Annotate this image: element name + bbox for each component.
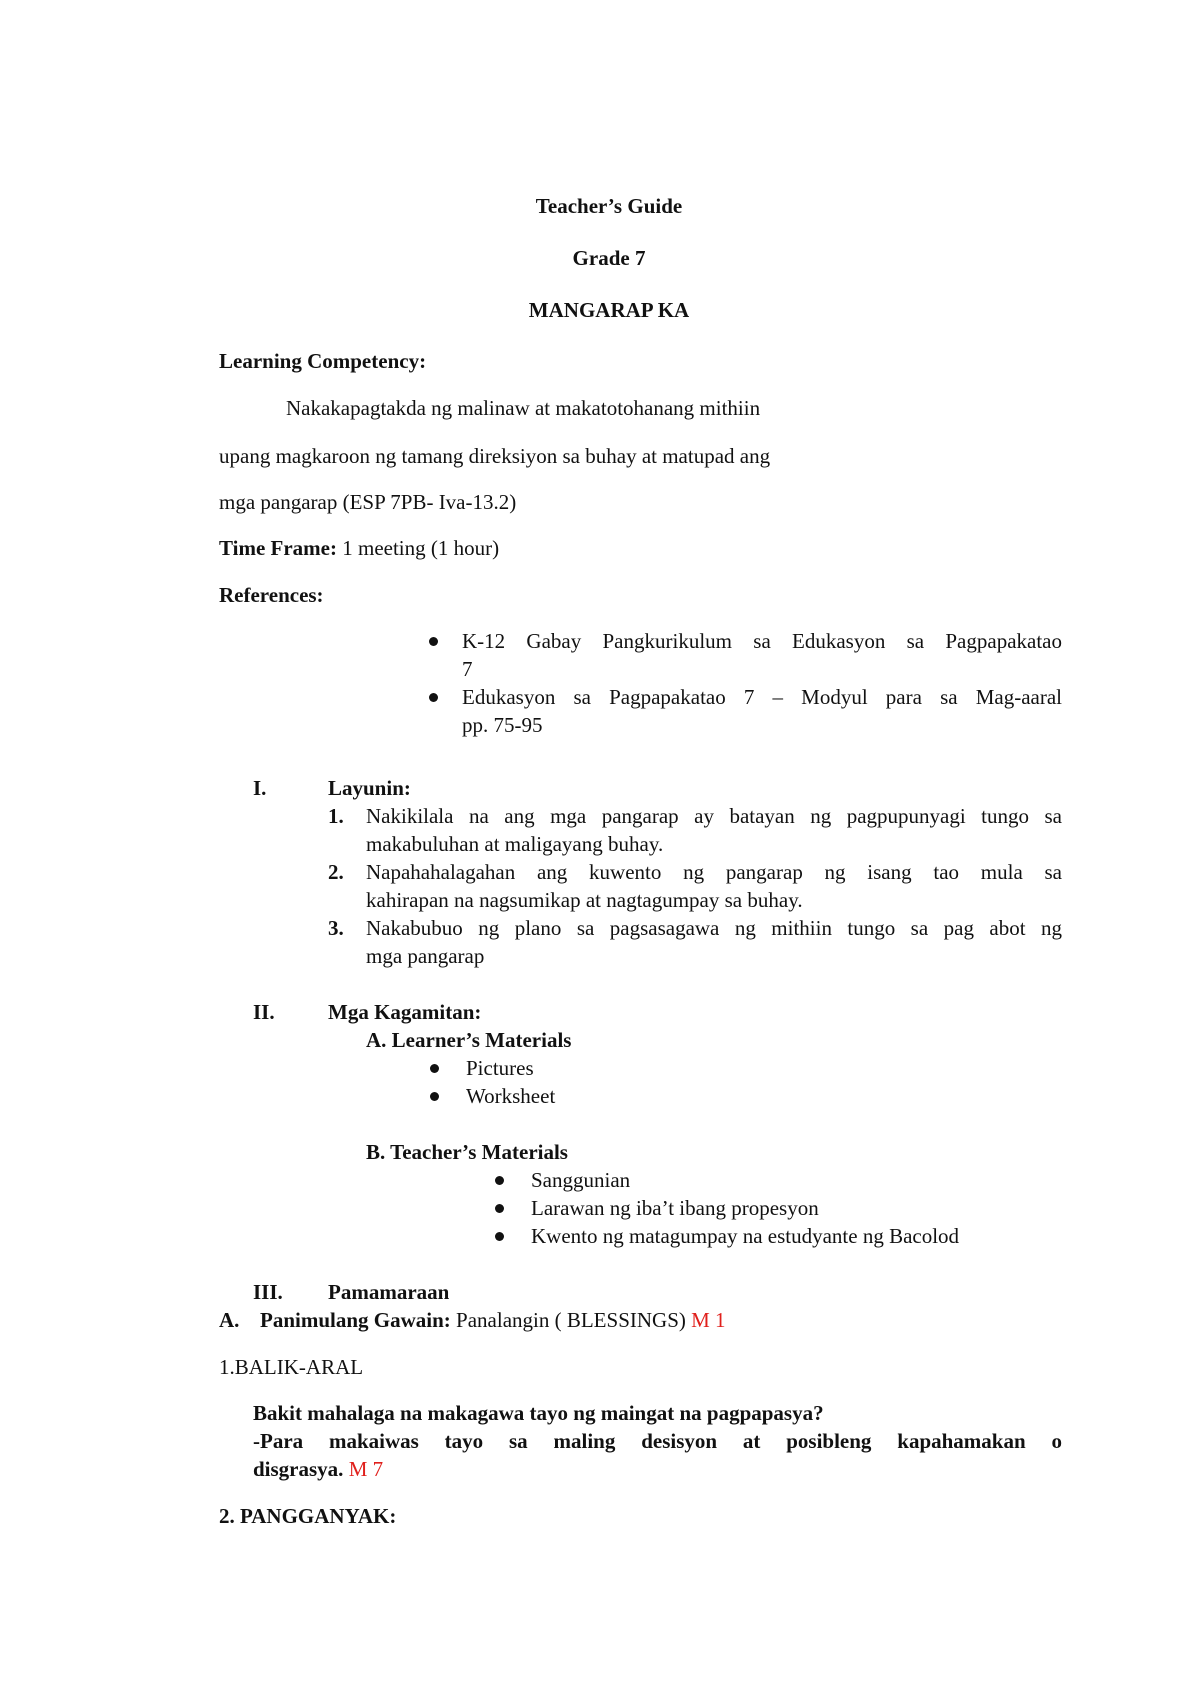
bullet-icon [429,693,438,702]
competency-line-3: mga pangarap (ESP 7PB- Iva-13.2) [219,490,517,514]
objective-2-line-1: Napahahalagahan ang kuwento ng pangarap ng isang tao mula sa [366,860,1062,884]
objective-number: 2. [328,860,344,884]
teacher-material-item: Larawan ng iba’t ibang propesyon [531,1196,819,1220]
learner-materials-heading: A. Learner’s Materials [366,1028,572,1052]
mark-m1: M 1 [691,1308,726,1332]
lesson-title: MANGARAP KA [528,298,690,322]
learner-material-item: Worksheet [466,1084,556,1108]
bullet-icon [495,1232,504,1241]
teacher-material-item: Kwento ng matagumpay na estudyante ng Bacolod [531,1224,960,1248]
bullet-icon [430,1064,439,1073]
section-2-numeral: II. [253,1000,275,1024]
review-answer-line-2 [253,1459,383,1480]
section-3-numeral: III. [253,1280,283,1304]
objective-3-line-2: mga pangarap [366,944,485,968]
objective-number: 1. [328,804,344,828]
section-2-heading: Mga Kagamitan: [328,1000,482,1024]
document-title: Teacher’s Guide [535,194,683,218]
review-answer-text: disgrasya. [253,1457,344,1481]
reference-item-2-line-2: pp. 75-95 [462,713,543,737]
bullet-icon [429,637,438,646]
review-question: Bakit mahalaga na makagawa tayo ng maingat na pagpapasya? [253,1401,824,1425]
reference-item-1-line-2: 7 [462,657,473,681]
part-a-letter: A. [219,1308,240,1332]
panimulang-gawain [260,1310,726,1331]
grade-heading: Grade 7 [572,246,646,270]
section-1-numeral: I. [253,776,267,800]
objective-3-line-1: Nakabubuo ng plano sa pagsasagawa ng mithiin tungo sa pag abot ng [366,916,1062,940]
bullet-icon [495,1176,504,1185]
balik-aral-heading: 1.BALIK-ARAL [219,1355,364,1379]
bullet-icon [430,1092,439,1101]
learner-material-item: Pictures [466,1056,534,1080]
objective-number: 3. [328,916,344,940]
time-frame-value: 1 meeting (1 hour) [336,536,500,560]
reference-item-1-line-1: K-12 Gabay Pangkurikulum sa Edukasyon sa Pagpapakatao [462,629,1062,653]
objective-2-line-2: kahirapan na nagsumikap at nagtagumpay sa buhay. [366,888,803,912]
competency-label: Learning Competency: [219,349,427,373]
mark-m7: M 7 [343,1457,384,1481]
objective-1-line-2: makabuluhan at maligayang buhay. [366,832,664,856]
references-label: References: [219,583,324,607]
time-frame-label: Time Frame: [219,536,337,560]
objective-1-line-1: Nakikilala na ang mga pangarap ay batayan ng pagpupunyagi tungo sa [366,804,1062,828]
reference-item-2-line-1: Edukasyon sa Pagpapakatao 7 – Modyul para sa Mag-aaral [462,685,1062,709]
teacher-materials-heading: B. Teacher’s Materials [366,1140,568,1164]
teacher-material-item: Sanggunian [531,1168,631,1192]
bullet-icon [495,1204,504,1213]
panimulang-gawain-value: Panalangin ( BLESSINGS) [450,1308,692,1332]
competency-line-1: Nakakapagtakda ng malinaw at makatotohanang mithiin [286,396,761,420]
section-3-heading: Pamamaraan [328,1280,450,1304]
panimulang-gawain-label: Panimulang Gawain: [260,1308,451,1332]
time-frame [219,538,499,559]
pangganyak-heading: 2. PANGGANYAK: [219,1504,397,1528]
section-1-heading: Layunin: [328,776,411,800]
competency-line-2: upang magkaroon ng tamang direksiyon sa buhay at matupad ang [219,444,771,468]
review-answer-line-1: -Para makaiwas tayo sa maling desisyon at posibleng kapahamakan o [253,1429,1062,1453]
